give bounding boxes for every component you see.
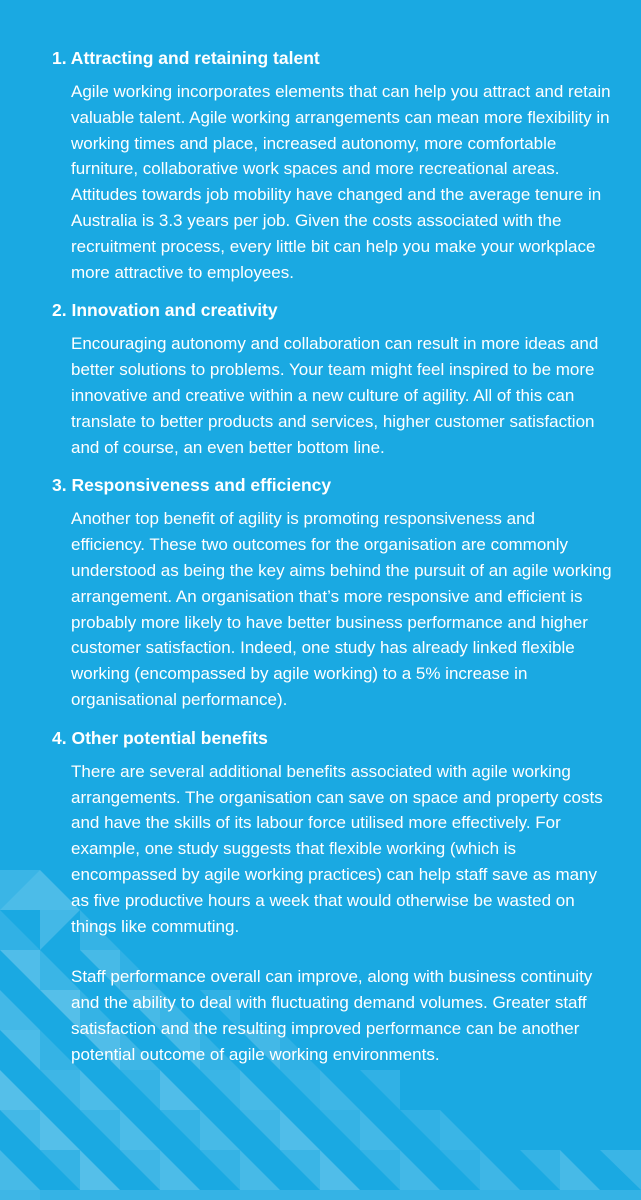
section-paragraph: Another top benefit of agility is promoting responsiveness and efficiency. These two outcomes for the organisation are commonly understood as being the key aims behind the pursuit of an agile working arrangement. An organisation that’s more responsive and efficient is probably more likely to have better business performance and higher customer satisfaction. Indeed, one study has already linked flexible working (encompassed by agile working) to a 5% increase in organisational performance). [71, 509, 612, 709]
section-paragraph: Encouraging autonomy and collaboration can result in more ideas and better solutions to problems. Your team might feel inspired to be more innovative and creative within a new culture of agility. All of this can translate to better products and services, higher customer satisfaction and of course, an even better bottom line. [71, 334, 599, 457]
section-innovation [52, 297, 613, 460]
section-other-benefits [52, 725, 613, 1068]
section-heading: 2. Innovation and creativity [52, 300, 278, 321]
section-heading: 4. Other potential benefits [52, 727, 268, 748]
section-paragraph: Agile working incorporates elements that can help you attract and retain valuable talent. Agile working arrangements can mean more flexibility in working times and place, increased autonomy, more comfortable furniture, collaborative work spaces and more recreational areas. [71, 82, 611, 179]
section-attracting-talent [52, 45, 613, 285]
section-paragraph: Staff performance overall can improve, along with business continuity and the ability to deal with fluctuating demand volumes. Greater staff satisfaction and the resulting improved performance can be another potential outcome of agile working environments. [71, 967, 593, 1064]
section-paragraph: Attitudes towards job mobility have changed and the average tenure in Australia is 3.3 years per job. Given the costs associated with the recruitment process, every little bit can help you make your workplace more attractive to employees. [71, 185, 602, 282]
section-paragraph: There are several additional benefits associated with agile working arrangements. The organisation can save on space and property costs and have the skills of its labour force utilised more effectively. For example, one study suggests that flexible working (which is encompassed by agile working practices) can help staff save as many as five productive hours a week that would otherwise be wasted on things like commuting. [71, 761, 603, 936]
section-responsiveness [52, 472, 613, 712]
section-heading: 3. Responsiveness and efficiency [52, 475, 332, 496]
section-heading: 1. Attracting and retaining talent [52, 48, 320, 68]
